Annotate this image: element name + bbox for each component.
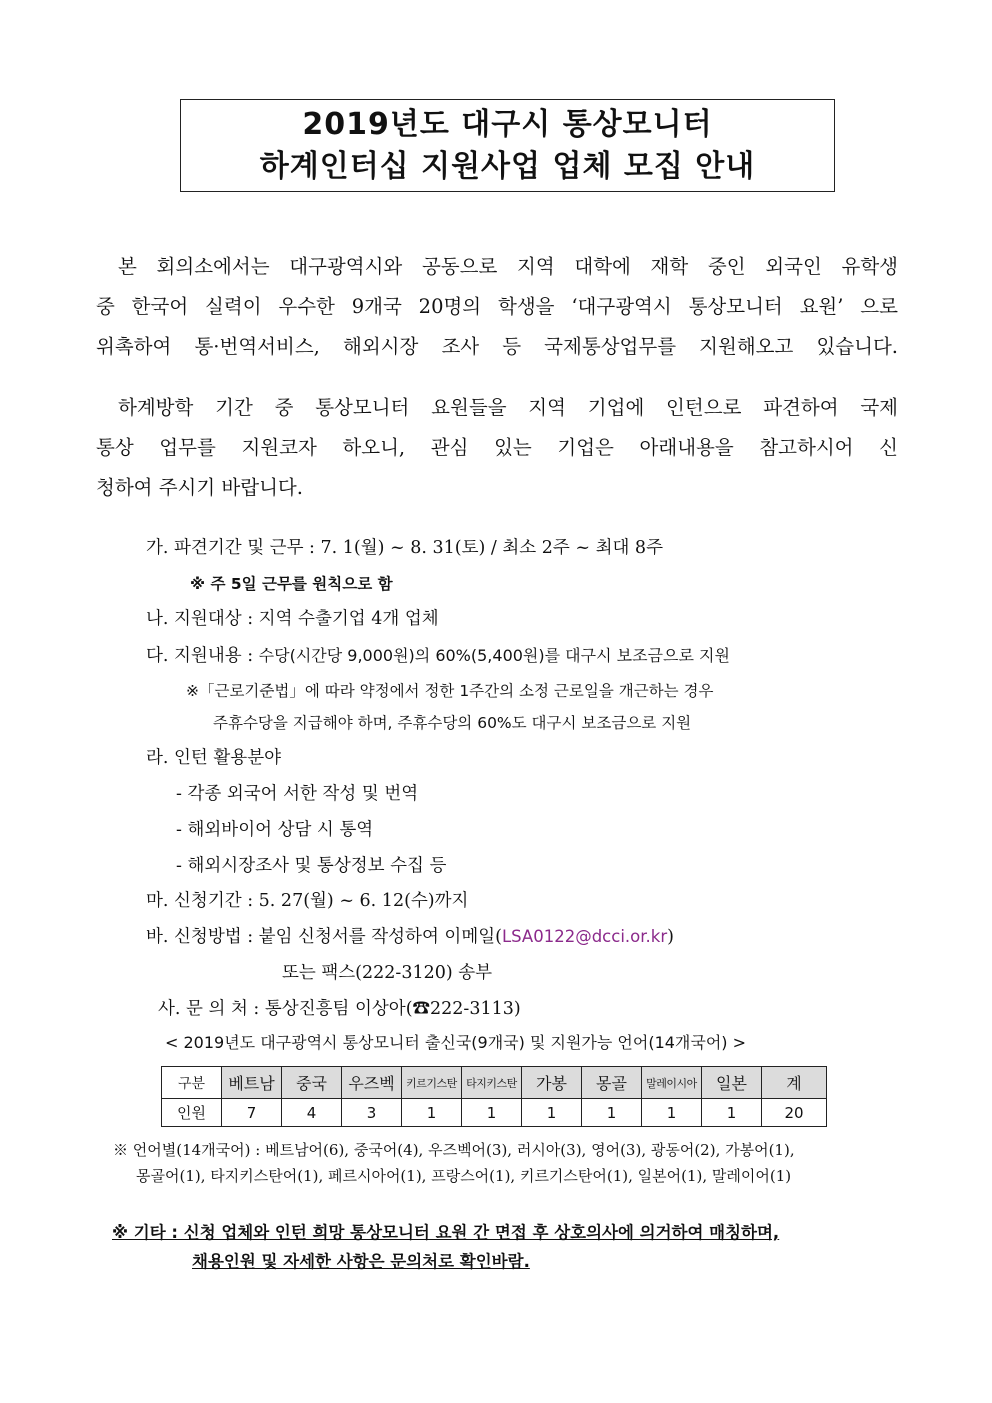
table-header-row bbox=[162, 1067, 827, 1099]
table-header-cell: 구분 bbox=[162, 1067, 222, 1099]
footer-line-1: ※ 기타 : 신청 업체와 인턴 희망 통상모니터 요원 간 면접 후 상호의사에 의거하여 매칭하며, bbox=[112, 1223, 780, 1242]
intro-paragraph bbox=[96, 247, 898, 367]
intro2-line-2: 통상 업무를 지원코자 하오니, 관심 있는 기업은 아래내용을 참고하시어 신 bbox=[96, 436, 898, 459]
item-ba-suffix: ) bbox=[667, 927, 674, 947]
table-header-cell: 계 bbox=[762, 1067, 827, 1099]
footer-line-2: 채용인원 및 자세한 사항은 문의처로 확인바람. bbox=[192, 1252, 530, 1271]
title-box bbox=[180, 99, 835, 192]
item-ba-2: 또는 팩스(222-3120) 송부 bbox=[282, 963, 493, 983]
item-ma: 마. 신청기간 : 5. 27(월) ~ 6. 12(수)까지 bbox=[146, 891, 469, 911]
table-header-cell: 말레이시아 bbox=[642, 1067, 702, 1099]
table-header-cell: 타지키스탄 bbox=[462, 1067, 522, 1099]
table-header-cell: 일본 bbox=[702, 1067, 762, 1099]
table-caption: < 2019년도 대구광역시 통상모니터 출신국(9개국) 및 지원가능 언어(14개국어) > bbox=[165, 1033, 747, 1052]
table-header-cell: 가봉 bbox=[522, 1067, 582, 1099]
table-cell: 1 bbox=[702, 1099, 762, 1127]
intro2-line-1: 하계방학 기간 중 통상모니터 요원들을 지역 기업에 인턴으로 파견하여 국제 bbox=[118, 396, 898, 419]
item-ga: 가. 파견기간 및 근무 : 7. 1(월) ~ 8. 31(토) / 최소 2주 ~ 최대 8주 bbox=[146, 538, 663, 558]
title-line-1: 2019년도 대구시 통상모니터 bbox=[302, 106, 713, 142]
table-cell: 4 bbox=[282, 1099, 342, 1127]
table-header-cell: 중국 bbox=[282, 1067, 342, 1099]
title-line-2: 하계인터십 지원사업 업체 모집 안내 bbox=[259, 148, 756, 184]
table-cell: 7 bbox=[222, 1099, 282, 1127]
item-ba bbox=[146, 925, 674, 949]
item-ra-1: - 각종 외국어 서한 작성 및 번역 bbox=[176, 784, 419, 804]
table-cell: 20 bbox=[762, 1099, 827, 1127]
item-ra: 라. 인턴 활용분야 bbox=[146, 748, 282, 768]
item-da-text: 수당(시간당 9,000원)의 60%(5,400원)를 대구시 보조금으로 지원 bbox=[258, 646, 730, 665]
intro-line-2: 중 한국어 실력이 우수한 9개국 20명의 학생을 ‘대구광역시 통상모니터 요원’ 으로 bbox=[96, 295, 898, 318]
intro-line-1: 본 회의소에서는 대구광역시와 공동으로 지역 대학에 재학 중인 외국인 유학생 bbox=[118, 255, 898, 278]
item-ra-2: - 해외바이어 상담 시 통역 bbox=[176, 820, 374, 840]
item-da bbox=[146, 644, 730, 668]
table-cell: 1 bbox=[462, 1099, 522, 1127]
intro-line-3: 위촉하여 통·번역서비스, 해외시장 조사 등 국제통상업무를 지원해오고 있습니다. bbox=[96, 335, 898, 358]
intro2-paragraph bbox=[96, 388, 898, 508]
item-ga-note: ※ 주 5일 근무를 원칙으로 함 bbox=[190, 575, 393, 593]
item-da-note-1: ※「근로기준법」에 따라 약정에서 정한 1주간의 소정 근로일을 개근하는 경우 bbox=[186, 682, 714, 700]
item-da-note-2: 주휴수당을 지급해야 하며, 주휴수당의 60%도 대구시 보조금으로 지원 bbox=[213, 714, 692, 732]
item-da-label: 다. 지원내용 : bbox=[146, 646, 259, 666]
item-ba-prefix: 바. 신청방법 : 붙임 신청서를 작성하여 이메일( bbox=[146, 927, 502, 947]
table-header-cell: 베트남 bbox=[222, 1067, 282, 1099]
languages-line-2: 몽골어(1), 타지키스탄어(1), 페르시아어(1), 프랑스어(1), 키르기스탄어(1), 일본어(1), 말레이어(1) bbox=[136, 1167, 792, 1185]
table-header-cell: 키르기스탄 bbox=[402, 1067, 462, 1099]
table-row bbox=[162, 1099, 827, 1127]
languages-line-1: ※ 언어별(14개국어) : 베트남어(6), 중국어(4), 우즈벡어(3), 러시아(3), 영어(3), 광동어(2), 가봉어(1), bbox=[113, 1141, 795, 1159]
table-cell: 3 bbox=[342, 1099, 402, 1127]
table-cell: 1 bbox=[402, 1099, 462, 1127]
table-row-label: 인원 bbox=[162, 1099, 222, 1127]
table-cell: 1 bbox=[582, 1099, 642, 1127]
item-sa: 사. 문 의 처 : 통상진흥팀 이상아(☎222-3113) bbox=[158, 999, 521, 1019]
table-cell: 1 bbox=[522, 1099, 582, 1127]
stats-table bbox=[161, 1066, 827, 1127]
table-header-cell: 우즈벡 bbox=[342, 1067, 402, 1099]
item-na: 나. 지원대상 : 지역 수출기업 4개 업체 bbox=[146, 609, 439, 629]
table-header-cell: 몽골 bbox=[582, 1067, 642, 1099]
item-ra-3: - 해외시장조사 및 통상정보 수집 등 bbox=[176, 856, 447, 876]
intro2-line-3: 청하여 주시기 바랍니다. bbox=[96, 476, 303, 499]
email-link[interactable]: LSA0122@dcci.or.kr bbox=[501, 927, 668, 946]
table-cell: 1 bbox=[642, 1099, 702, 1127]
